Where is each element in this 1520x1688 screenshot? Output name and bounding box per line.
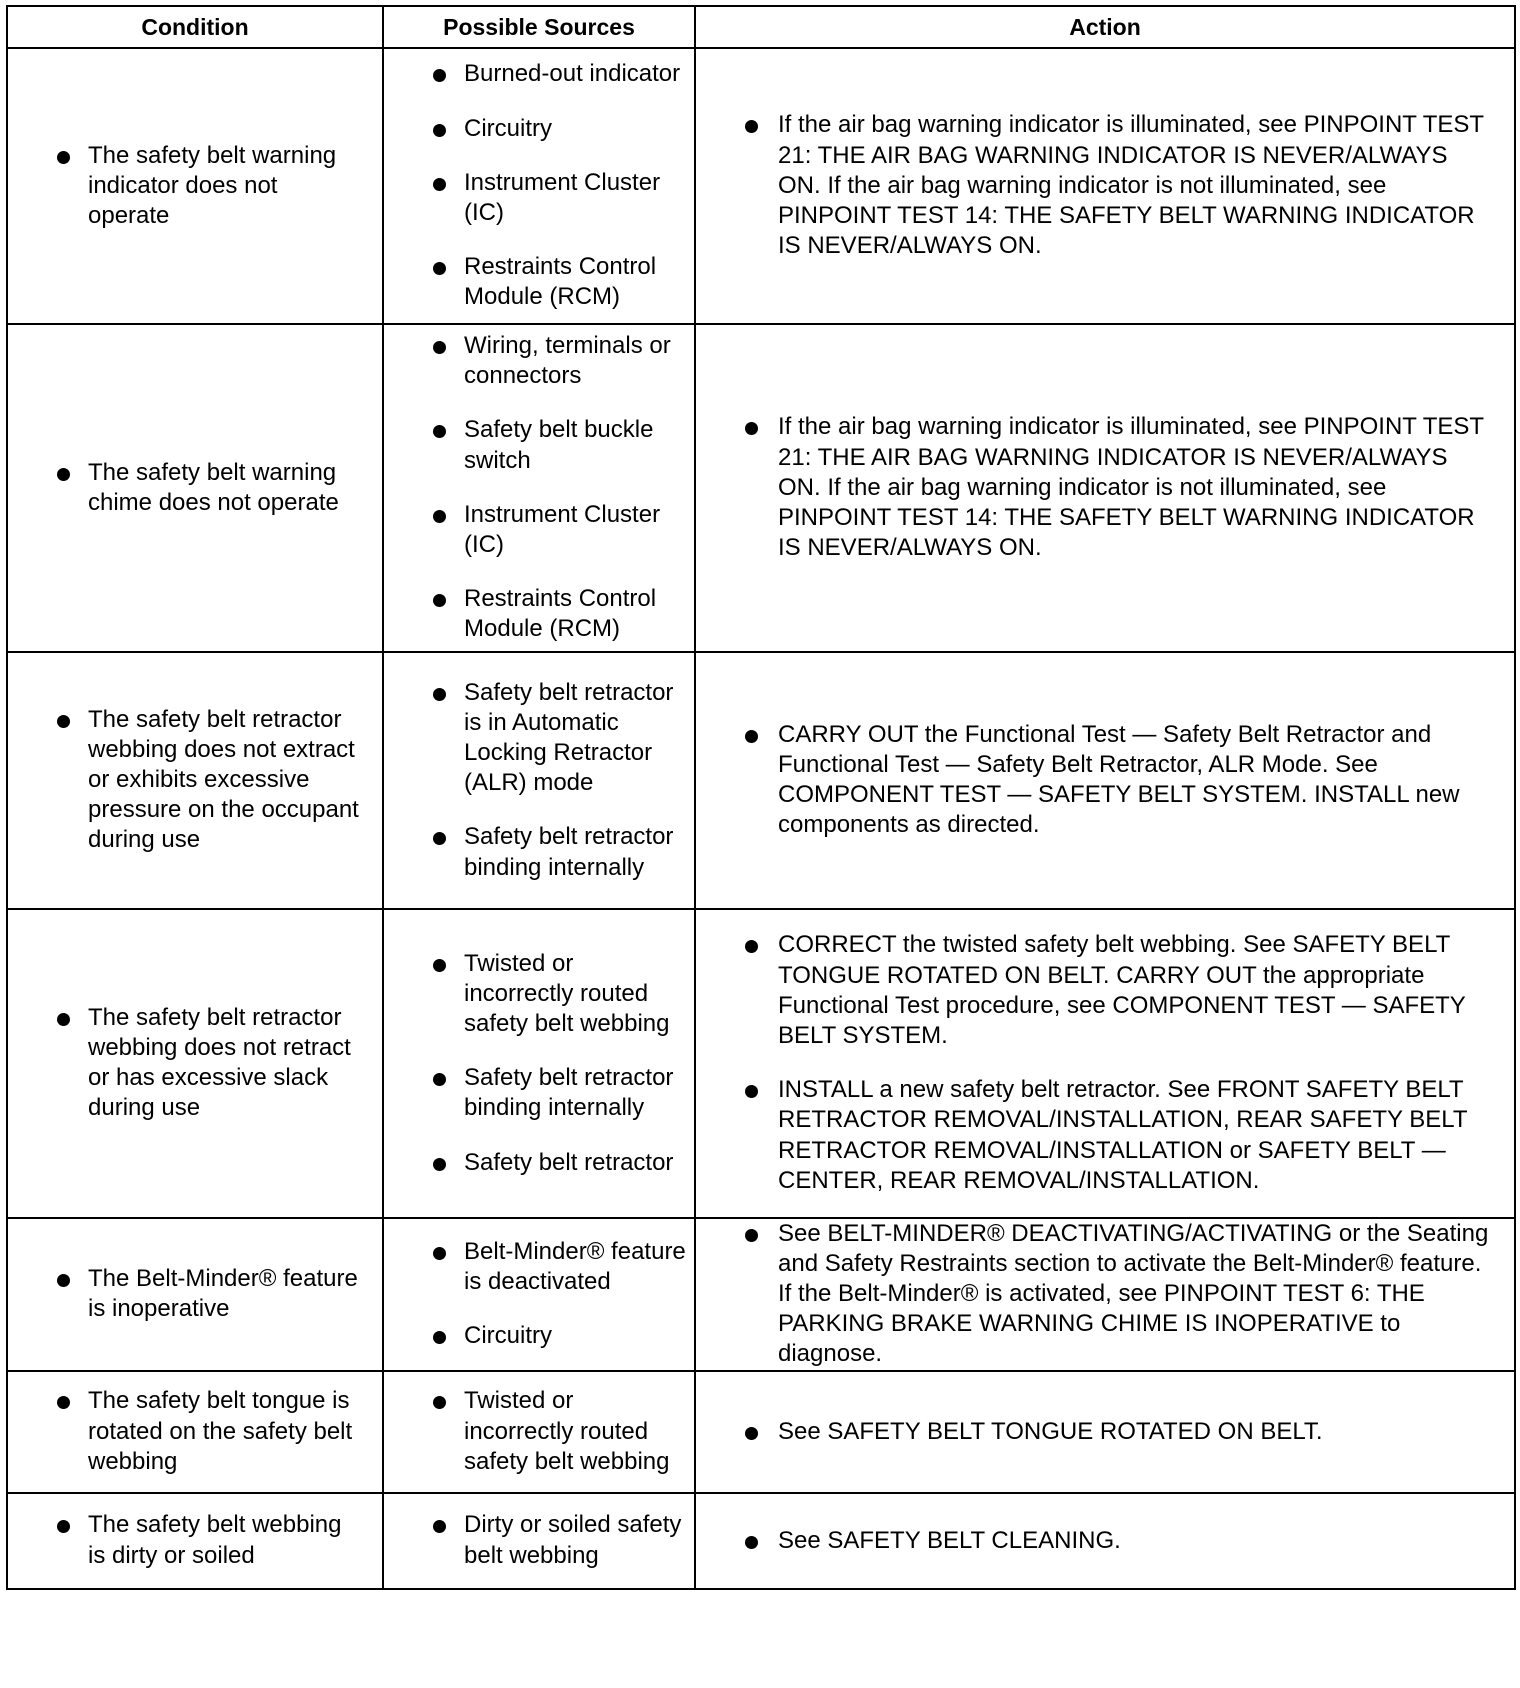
action-list xyxy=(696,1417,1514,1447)
source-item: Restraints Control Module (RCM) xyxy=(464,252,686,312)
action-item: See SAFETY BELT CLEANING. xyxy=(778,1526,1492,1556)
source-item: Instrument Cluster (IC) xyxy=(464,168,686,228)
condition-cell xyxy=(7,324,383,652)
table-row xyxy=(7,1493,1515,1589)
condition-list xyxy=(8,458,382,518)
table-row xyxy=(7,652,1515,909)
condition-list xyxy=(8,141,382,232)
source-item: Safety belt retractor xyxy=(464,1148,686,1178)
table-row xyxy=(7,48,1515,324)
possible-sources-cell xyxy=(383,324,695,652)
condition-cell xyxy=(7,48,383,324)
action-item: CARRY OUT the Functional Test — Safety Belt Retractor and Functional Test — Safety Belt Retractor, ALR Mode. See COMPONENT TEST — SAFETY BELT SYSTEM. INSTALL new components as directed. xyxy=(778,720,1492,841)
action-list xyxy=(696,1526,1514,1556)
condition-list xyxy=(8,1510,382,1570)
possible-sources-cell xyxy=(383,1493,695,1589)
action-item: If the air bag warning indicator is illuminated, see PINPOINT TEST 21: THE AIR BAG WARNING INDICATOR IS NEVER/ALWAYS ON. If the air bag warning indicator is not illuminated, see PINPOINT TEST 14: THE SAFETY BELT WARNING INDICATOR IS NEVER/ALWAYS ON. xyxy=(778,412,1492,563)
condition-list xyxy=(8,705,382,856)
condition-cell xyxy=(7,1493,383,1589)
action-item: If the air bag warning indicator is illuminated, see PINPOINT TEST 21: THE AIR BAG WARNING INDICATOR IS NEVER/ALWAYS ON. If the air bag warning indicator is not illuminated, see PINPOINT TEST 14: THE SAFETY BELT WARNING INDICATOR IS NEVER/ALWAYS ON. xyxy=(778,110,1492,261)
table-row xyxy=(7,1218,1515,1371)
action-list xyxy=(696,720,1514,841)
possible-sources-cell xyxy=(383,48,695,324)
possible-sources-list xyxy=(384,331,694,645)
action-cell xyxy=(695,1493,1515,1589)
table-row xyxy=(7,909,1515,1218)
source-item: Safety belt buckle switch xyxy=(464,415,686,475)
table-row xyxy=(7,1371,1515,1493)
possible-sources-cell xyxy=(383,652,695,909)
condition-list xyxy=(8,1386,382,1477)
action-list xyxy=(696,110,1514,261)
action-item: See SAFETY BELT TONGUE ROTATED ON BELT. xyxy=(778,1417,1492,1447)
source-item: Restraints Control Module (RCM) xyxy=(464,584,686,644)
action-list xyxy=(696,412,1514,563)
action-cell xyxy=(695,324,1515,652)
source-item: Circuitry xyxy=(464,114,686,144)
condition-text: The safety belt warning indicator does not operate xyxy=(88,141,362,232)
action-cell xyxy=(695,652,1515,909)
source-item: Dirty or soiled safety belt webbing xyxy=(464,1510,686,1570)
action-item: See BELT-MINDER® DEACTIVATING/ACTIVATING or the Seating and Safety Restraints section to activate the Belt-Minder® feature. If the Belt-Minder® is activated, see PINPOINT TEST 6: THE PARKING BRAKE WARNING CHIME IS INOPERATIVE to diagnose. xyxy=(778,1219,1492,1370)
possible-sources-list xyxy=(384,1386,694,1477)
condition-cell xyxy=(7,1218,383,1371)
condition-text: The safety belt tongue is rotated on the safety belt webbing xyxy=(88,1386,362,1477)
table-body xyxy=(7,48,1515,1589)
action-cell xyxy=(695,1371,1515,1493)
source-item: Safety belt retractor binding internally xyxy=(464,1063,686,1123)
table-header xyxy=(7,6,1515,48)
condition-text: The safety belt webbing is dirty or soiled xyxy=(88,1510,362,1570)
condition-text: The Belt-Minder® feature is inoperative xyxy=(88,1264,362,1324)
condition-cell xyxy=(7,1371,383,1493)
condition-cell xyxy=(7,652,383,909)
possible-sources-list xyxy=(384,678,694,883)
possible-sources-cell xyxy=(383,1371,695,1493)
possible-sources-cell xyxy=(383,1218,695,1371)
source-item: Circuitry xyxy=(464,1321,686,1351)
source-item: Twisted or incorrectly routed safety belt webbing xyxy=(464,949,686,1040)
action-item: INSTALL a new safety belt retractor. See FRONT SAFETY BELT RETRACTOR REMOVAL/INSTALLATION, REAR SAFETY BELT RETRACTOR REMOVAL/INSTALLATION or SAFETY BELT — CENTER, REAR REMOVAL/INSTALLATION. xyxy=(778,1075,1492,1196)
condition-text: The safety belt retractor webbing does not extract or exhibits excessive pressure on the occupant during use xyxy=(88,705,362,856)
source-item: Safety belt retractor is in Automatic Locking Retractor (ALR) mode xyxy=(464,678,686,799)
condition-text: The safety belt retractor webbing does not retract or has excessive slack during use xyxy=(88,1003,362,1124)
symptom-chart-table xyxy=(6,5,1516,1590)
possible-sources-header: Possible Sources xyxy=(383,6,695,48)
possible-sources-list xyxy=(384,1237,694,1352)
condition-cell xyxy=(7,909,383,1218)
possible-sources-list xyxy=(384,59,694,312)
condition-header: Condition xyxy=(7,6,383,48)
possible-sources-cell xyxy=(383,909,695,1218)
condition-list xyxy=(8,1003,382,1124)
header-row xyxy=(7,6,1515,48)
action-header: Action xyxy=(695,6,1515,48)
action-cell xyxy=(695,1218,1515,1371)
source-item: Instrument Cluster (IC) xyxy=(464,500,686,560)
source-item: Safety belt retractor binding internally xyxy=(464,822,686,882)
condition-text: The safety belt warning chime does not operate xyxy=(88,458,362,518)
possible-sources-list xyxy=(384,1510,694,1570)
source-item: Belt-Minder® feature is deactivated xyxy=(464,1237,686,1297)
action-item: CORRECT the twisted safety belt webbing. See SAFETY BELT TONGUE ROTATED ON BELT. CARRY OUT the appropriate Functional Test procedure, see COMPONENT TEST — SAFETY BELT SYSTEM. xyxy=(778,930,1492,1051)
possible-sources-list xyxy=(384,949,694,1178)
source-item: Burned-out indicator xyxy=(464,59,686,89)
condition-list xyxy=(8,1264,382,1324)
action-cell xyxy=(695,48,1515,324)
source-item: Twisted or incorrectly routed safety belt webbing xyxy=(464,1386,686,1477)
source-item: Wiring, terminals or connectors xyxy=(464,331,686,391)
action-list xyxy=(696,1219,1514,1370)
table-row xyxy=(7,324,1515,652)
action-cell xyxy=(695,909,1515,1218)
action-list xyxy=(696,930,1514,1196)
